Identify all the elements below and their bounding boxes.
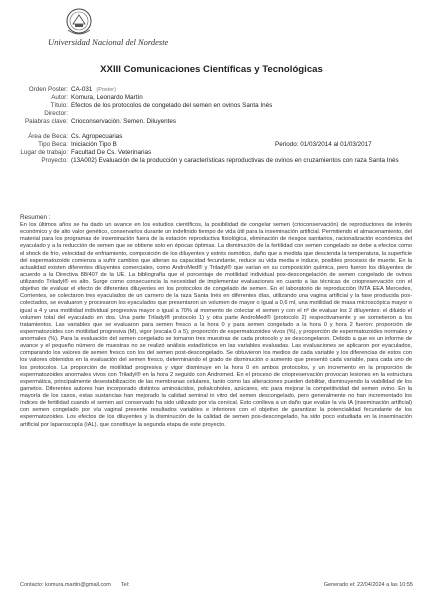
metadata-block	[20, 86, 415, 165]
periodo-value: 01/03/2014 al 01/03/2017	[300, 141, 372, 148]
proyecto-label: Proyecto:	[41, 157, 68, 164]
page-title: XXIII Comunicaciones Científicas y Tecnológicas	[100, 64, 323, 75]
claves-value: Crioconservación. Semen. Diluyentes	[71, 118, 176, 125]
autor-value: Komura, Leonardo Martín	[71, 94, 143, 101]
lugar-row	[20, 149, 415, 157]
proyecto-value: (13A002) Evaluación de la producción y características reproductivas de ovinos en cruzamientos con raza Santa Inés	[71, 157, 399, 164]
autor-row	[20, 94, 415, 102]
titulo-label: Título:	[50, 102, 68, 109]
lugar-value: Facultad De Cs. Veterinarias	[71, 149, 152, 156]
area-value: Cs. Agropecuarias	[71, 133, 123, 140]
lugar-label: Lugar de trabajo:	[20, 149, 68, 156]
director-row	[20, 110, 415, 118]
periodo-label: Periodo:	[275, 141, 299, 148]
tipo-row	[20, 141, 415, 149]
university-logo	[48, 8, 168, 47]
orden-label: Orden Poster:	[28, 86, 68, 93]
footer-contact: Contacto: komura.martin@gmail.com	[20, 582, 111, 588]
director-label: Director:	[44, 110, 68, 117]
titulo-value: Efectos de los protocolos de congelado del semen en ovinos Santa Inés	[71, 102, 273, 109]
autor-label: Autor:	[51, 94, 68, 101]
footer-generated: Generado el: 22/04/2024 a las 10:55	[323, 582, 413, 588]
periodo	[275, 141, 372, 149]
university-name: Universidad Nacional del Nordeste	[48, 37, 169, 47]
proyecto-row	[20, 157, 415, 165]
university-seal-icon	[62, 8, 96, 36]
orden-row	[20, 86, 415, 94]
tipo-label: Tipo Beca:	[38, 141, 68, 148]
titulo-row	[20, 102, 415, 110]
area-row	[20, 133, 415, 141]
director-value	[71, 110, 415, 118]
resumen-text: En los últimos años se ha dado un avance en los estudios científicos, la posibilidad de congelar semen (crioconservación) de reproductores de interés económico y de alto valor genético, conservarlos durante un indefinido tiempo de vida útil para la inseminación artificial. Permitiendo el almacenamiento, del material para los programas de inseminación fuera de la estación reproductiva fisiológica, eliminación de riesgos sanitarios, racionalización económica del eyaculado y a la reducción de semen que se obtiene solo en épocas óptimas. La disminución de la fertilidad con semen congelado se debe a efectos como el shock de frío, velocidad de enfriamiento, composición de los diluyentes y estrés osmótico, daño que a medida que descienda la temperatura, la superficie del espermatozoide comienza a sufrir cambios que alteran su capacidad fecundante, reduce su vida media e induce, posibles procesos de muerte. En la actualidad existen diferentes diluyentes comerciales, como AndroMed® y Triladyl® que varían en su composición química, pero fueron los diluyentes de acuerdo a la Directiva 88/407 de la UE. La bibliografía que el porcentaje de motilidad individual pos-descongelación de semen congelado de ovinos utilizando Triladyl® es alto. Surge como consecuencia la necesidad de implementar evaluaciones en cuanto a las técnicas de criopreservación con el objetivo de evaluar el efecto de diferentes diluyentes en los protocolos de congelado de semen. En el laboratorio de reproducción INTA EEA Mercedes, Corrientes, se colectaron tres eyaculados de un carnero de la raza Santa Inés en diferentes días, utilizando una vagina artificial y la fase producida pos-colectados, se evaluaron y procesaron los eyaculados que presentaron un volumen de mayor o igual a 0,6 ml, una motilidad de masa microscópica mayor o igual a 4 y una motilidad individual progresiva mayor o igual a 70% al momento de colectar el semen y con el nº de evaluar los 2 diluyentes: el diluido el volumen total del eyaculado en dos. Una parte Triladyl® protocolo 1) y otra parte AndroMed® (protocolo 2) respectivamente y se sometieron a los tratamientos. Las variables que se evaluaron para semen fresco a la hora 0 y para semen congelado a la hora 0 y hora 2 fueron: proporción de espermatozoides con motilidad progresiva (M), vigor (escala 0 a 5), proporción de espermatozoides vivos (%), y proporción de espermatozoides normales y anormales (%). Para la evaluación del semen congelado se tomaron tres muestras de cada protocolo y se descongelaron. Debido a que es un informe de avance y el pequeño número de muestras no se realizó análisis estadísticos en las variables evaluadas. Las evaluaciones se aplicaron por eyaculados, comparando los valores de semen fresco con los del semen post-descongelado. Se obtuvieron los medios de cada variable y los diferencias de estos con los valores obtenidos en la evaluación del semen fresco, determinando el grado de disminución o aumento que presentó cada variable, para cada uno de los protocolos. La proporción de motilidad progresiva y vigor disminuye en la hora 0 en ambos protocolos, y un incremento en la proporción de espermatozoides anormales vivos con Triladyl® en la hora 2 seguido con Andromed. En el proceso de criopreservación provocan lesiones en la estructura espermática, principalmente desestabilización de las membranas celulares, tanto como las alteraciones pueden debilitar, disminuyendo la viabilidad de los gametos. Diferentes autores han incorporado distintos aminoácidos, polialcoholes, azúcares, etc para mejorar la competitividad del semen ovino. En la mayoría de los casos, estas sustancias han mejorado la calidad seminal in vitro del semen descongelado, pero generalmente no han incrementado los índices de fertilidad cuando el semen así conservado ha sido utilizado por vía cervical. Esto conlleva a un daño que evalúe la vía IA (inseminación artificial) con semen congelado por vía vaginal presente resultados variables e inferiores con el objetivo de garantizar la potencialidad fecundante de los espermatozoides. Los efectos de los diluyentes y la disminución de la calidad de semen pos-descongelado, ha sido poco estudiada en la inseminación artificial por laparoscopía (IAL), que constituye la segunda etapa de este proyecto.	[20, 222, 412, 428]
area-label: Área de Beca:	[28, 133, 68, 140]
footer	[20, 582, 413, 588]
tipo-value: Iniciación Tipo B	[71, 141, 117, 148]
orden-note: (Poster)	[96, 87, 116, 93]
claves-row	[20, 118, 415, 126]
footer-tel: Tel:	[120, 582, 130, 588]
orden-value: CA-031	[71, 86, 93, 93]
resumen-heading: Resumen :	[20, 214, 51, 221]
claves-label: Palabras clave:	[24, 118, 68, 125]
